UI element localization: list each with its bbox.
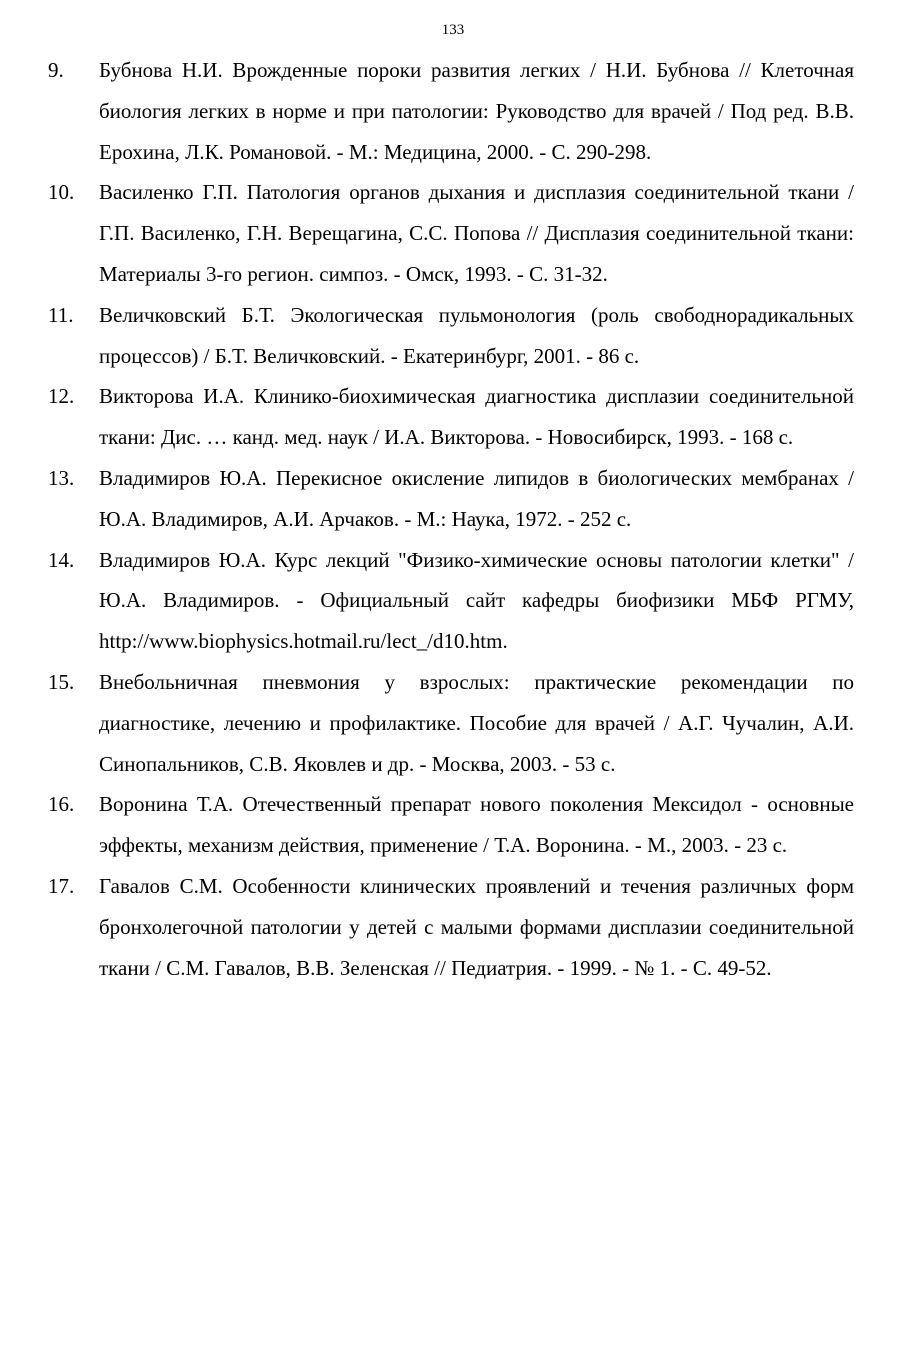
reference-item [48, 50, 854, 172]
reference-number: 16. [48, 792, 75, 817]
reference-item [48, 295, 854, 377]
reference-item [48, 172, 854, 294]
reference-text: Воронина Т.А. Отечественный препарат нового поколения Мексидол - основные эффекты, механизм действия, применение / Т.А. Воронина. - М., 2003. - 23 с. [99, 792, 854, 858]
reference-text: Владимиров Ю.А. Перекисное окисление липидов в биологических мембранах / Ю.А. Владимиров, А.И. Арчаков. - М.: Наука, 1972. - 252 с. [99, 465, 854, 531]
reference-text: Викторова И.А. Клинико-биохимическая диагностика дисплазии соединительной ткани: Дис. … канд. мед. наук / И.А. Викторова. - Новосибирск, 1993. - 168 с. [99, 384, 854, 450]
reference-item [48, 540, 854, 662]
reference-text: Владимиров Ю.А. Курс лекций "Физико-химические основы патологии клетки" / Ю.А. Владимиров. - Официальный сайт кафедры биофизики МБФ РГМУ, http://www.biophysics.hotmail.ru/lect_/d10.htm. [99, 547, 854, 654]
reference-number: 17. [48, 873, 75, 898]
reference-text: Василенко Г.П. Патология органов дыхания и дисплазия соединительной ткани / Г.П. Василенко, Г.Н. Верещагина, С.С. Попова // Дисплазия соединительной ткани: Материалы 3-го регион. симпоз. - Омск, 1993. - С. 31-32. [99, 180, 854, 286]
reference-text: Гавалов С.М. Особенности клинических проявлений и течения различных форм бронхолегочной патологии у детей с малыми формами дисплазии соединительной ткани / С.М. Гавалов, В.В. Зеленская // Педиатрия. - 1999. - № 1. - С. 49-52. [99, 873, 854, 980]
reference-item [48, 376, 854, 458]
reference-text: Бубнова Н.И. Врожденные пороки развития легких / Н.И. Бубнова // Клеточная биология легких в норме и при патологии: Руководство для врачей / Под ред. В.В. Ерохина, Л.К. Романовой. - М.: Медицина, 2000. - С. 290-298. [99, 58, 854, 164]
reference-number: 12. [48, 384, 75, 409]
reference-item [48, 458, 854, 540]
reference-number: 15. [48, 669, 75, 694]
reference-text: Величковский Б.Т. Экологическая пульмонология (роль свободнорадикальных процессов) / Б.Т. Величковский. - Екатеринбург, 2001. - 86 с. [99, 302, 854, 368]
reference-number: 9. [48, 58, 64, 82]
reference-list [48, 50, 854, 988]
reference-number: 14. [48, 547, 75, 572]
page-number: 133 [441, 22, 465, 38]
reference-number: 11. [48, 302, 74, 327]
reference-number: 10. [48, 180, 75, 205]
reference-item [48, 784, 854, 866]
reference-text: Внебольничная пневмония у взрослых: практические рекомендации по диагностике, лечению и профилактике. Пособие для врачей / А.Г. Чучалин, А.И. Синопальников, С.В. Яковлев и др. - Москва, 2003. - 53 с. [99, 669, 854, 776]
reference-item [48, 662, 854, 784]
reference-item [48, 866, 854, 988]
reference-number: 13. [48, 465, 75, 490]
